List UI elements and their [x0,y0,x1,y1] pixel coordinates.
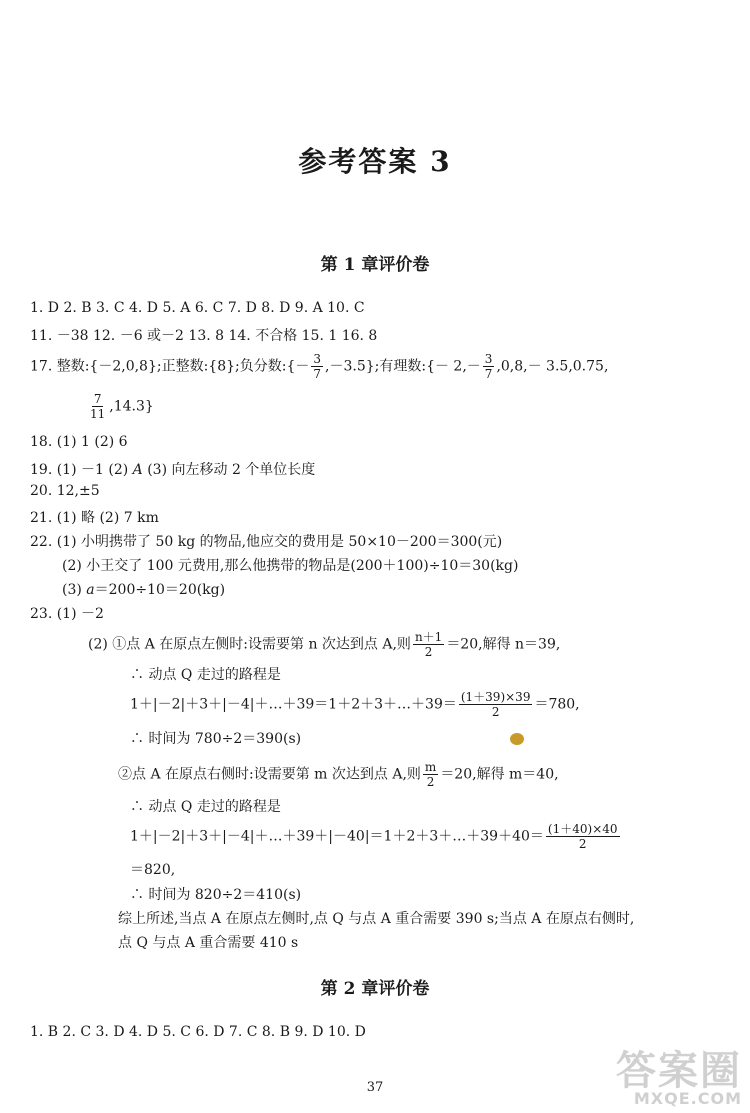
denominator: 2 [426,775,435,789]
q23-case1-sum [130,690,580,719]
q23-conclusion-line2: 点 Q 与点 A 重合需要 410 s [118,935,299,951]
q23-case1-result: ＝20,解得 n＝39, [446,636,561,653]
q23-case2-fraction [423,760,438,789]
q19-text-2: (3) 向左移动 2 个单位长度 [142,462,316,478]
watermark-text: 答案圈 [616,1048,742,1094]
q19-variable: A [132,462,143,478]
q23-case2-therefore: ∴ 动点 Q 走过的路程是 [130,799,281,815]
chapter1-heading: 第 1 章评价卷 [320,255,430,275]
numerator: (1＋40)×40 [547,822,618,836]
denominator: 2 [578,837,587,851]
q23-part1: 23. (1) －2 [30,606,104,622]
denominator: 7 [484,367,493,381]
numerator: n＋1 [414,630,443,644]
q23-case1-sum-text: 1＋|－2|＋3＋|－4|＋…＋39＝1＋2＋3＋…＋39＝ [130,696,457,713]
watermark-logo [616,1048,742,1108]
q17-part-c: ,0,8,－ 3.5,0.75, [496,358,609,375]
page-title: 参考答案 3 [298,145,452,178]
denominator: 2 [491,705,500,719]
q23-case1-therefore: ∴ 动点 Q 走过的路程是 [130,667,281,683]
q19 [30,459,315,479]
denominator: 11 [90,407,106,421]
q23-case1-sum-fraction [459,690,533,719]
q22-part1: 22. (1) 小明携带了 50 kg 的物品,他应交的费用是 50×10－200＝300(元) [30,534,503,550]
q22-part3-text: ＝200÷10＝20(kg) [94,582,226,598]
q17-part-b: ,－3.5};有理数:{－ 2,－ [325,358,481,375]
q17-part-d: ,14.3} [109,398,154,415]
q22-part3 [62,579,225,599]
q19-text: 19. (1) －1 (2) [30,462,133,478]
q23-case2-result: ＝20,解得 m＝40, [440,766,559,783]
numerator: 7 [93,392,102,406]
q23-case1-fraction [413,630,444,659]
q23-case2-time: ∴ 时间为 820÷2＝410(s) [130,887,302,903]
q23-case1-sum-result: ＝780, [534,696,580,713]
q18: 18. (1) 1 (2) 6 [30,434,128,450]
q17-part-a: 17. 整数:{－2,0,8};正整数:{8};负分数:{－ [30,358,310,375]
q23-case1-text: (2) ①点 A 在原点左侧时:设需要第 n 次达到点 A,则 [88,636,411,653]
q17-fraction-1 [311,352,323,381]
q23-case2 [118,760,559,789]
numerator: 3 [313,352,322,366]
watermark-url: MXQE.COM [633,1089,742,1108]
q23-case2-sum-text: 1＋|－2|＋3＋|－4|＋…＋39＋|－40|＝1＋2＋3＋…＋39＋40＝ [130,828,544,845]
q23-case2-text: ②点 A 在原点右侧时:设需要第 m 次达到点 A,则 [118,766,421,783]
q23-case2-sum-result: ＝820, [130,862,176,878]
q23-case1-time: ∴ 时间为 780÷2＝390(s) [130,731,302,747]
chapter2-heading: 第 2 章评价卷 [320,979,430,999]
q20: 20. 12,±5 [30,483,100,499]
q21: 21. (1) 略 (2) 7 km [30,510,159,526]
numerator: 3 [484,352,493,366]
q22-part3-label: (3) [62,582,87,598]
q23-case1 [88,630,560,659]
q22-part2: (2) 小王交了 100 元费用,那么他携带的物品是(200＋100)÷10＝30(kg) [62,558,519,574]
ch1-answers-11-16: 11. －38 12. －6 或－2 13. 8 14. 不合格 15. 1 16. 8 [30,328,378,344]
denominator: 7 [313,367,322,381]
numerator: m [424,760,437,774]
ch1-answers-1-10: 1. D 2. B 3. C 4. D 5. A 6. C 7. D 8. D 9. A 10. C [30,300,365,316]
q17-line1 [30,352,608,381]
q17-line2 [86,392,154,421]
ch2-answers-1-10: 1. B 2. C 3. D 4. D 5. C 6. D 7. C 8. B 9. D 10. D [30,1024,366,1040]
q23-conclusion-line1: 综上所述,当点 A 在原点左侧时,点 Q 与点 A 重合需要 390 s;当点 A 在原点右侧时, [118,911,635,927]
q17-fraction-2 [483,352,495,381]
q23-case2-sum [130,822,622,851]
q22-variable: a [86,582,95,598]
numerator: (1＋39)×39 [460,690,531,704]
stain-mark [510,733,524,745]
denominator: 2 [424,645,433,659]
q23-case2-sum-fraction [546,822,620,851]
page-number: 37 [366,1080,384,1095]
q17-fraction-3 [88,392,107,421]
